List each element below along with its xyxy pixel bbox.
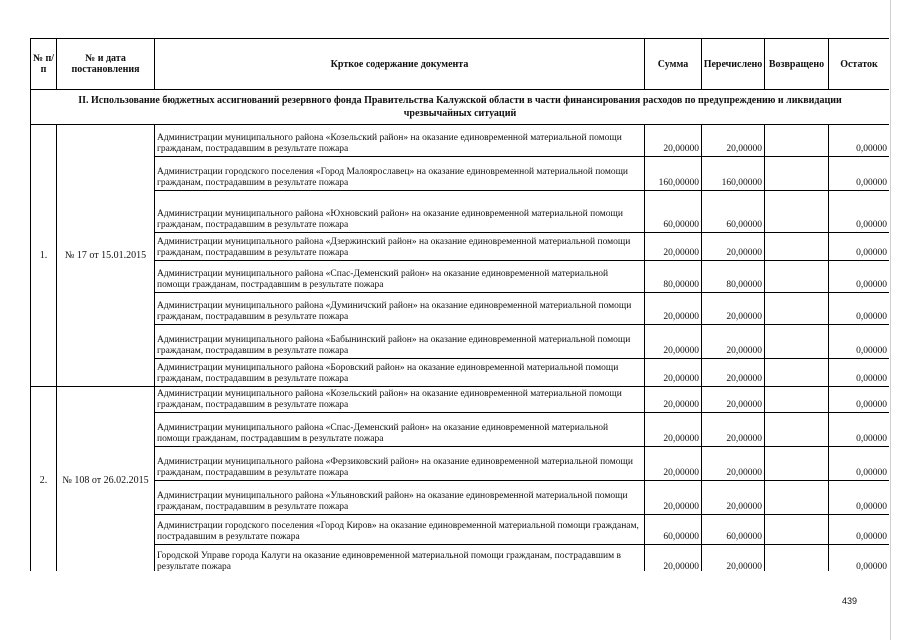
row-description: Администрации муниципального района «Козельский район» на оказание единовременной материальной помощи гражданам, пострадавшим в результате пожара (155, 125, 645, 157)
row-balance: 0,00000 (829, 233, 890, 261)
row-sum: 20,00000 (645, 447, 702, 481)
row-sum: 20,00000 (645, 359, 702, 387)
row-sum: 20,00000 (645, 125, 702, 157)
row-sum: 20,00000 (645, 387, 702, 413)
row-returned (765, 191, 829, 233)
row-returned (765, 157, 829, 191)
table-row (31, 387, 890, 413)
row-transferred: 20,00000 (702, 325, 765, 359)
row-returned (765, 293, 829, 325)
page-edge-line (890, 0, 891, 640)
table-row (31, 545, 890, 572)
col-balance-header: Остаток (829, 39, 890, 90)
row-description: Администрации муниципального района «Думиничский район» на оказание единовременной материальной помощи гражданам, пострадавшим в результате пожара (155, 293, 645, 325)
row-description: Администрации муниципального района «Боровский район» на оказание единовременной материальной помощи гражданам, пострадавшим в результате пожара (155, 359, 645, 387)
row-returned (765, 125, 829, 157)
row-description: Администрации муниципального района «Спас-Деменский район» на оказание единовременной материальной помощи гражданам, пострадавшим в результате пожара (155, 261, 645, 293)
row-sum: 20,00000 (645, 325, 702, 359)
row-transferred: 20,00000 (702, 413, 765, 447)
row-returned (765, 261, 829, 293)
row-balance: 0,00000 (829, 413, 890, 447)
col-decree-header: № и дата постановления (57, 39, 155, 90)
row-balance: 0,00000 (829, 359, 890, 387)
row-balance: 0,00000 (829, 261, 890, 293)
row-transferred: 80,00000 (702, 261, 765, 293)
row-description: Городской Управе города Калуги на оказание единовременной материальной помощи гражданам, пострадавшим в результате пожара (155, 545, 645, 572)
row-transferred: 20,00000 (702, 545, 765, 572)
section-row (31, 90, 890, 125)
reserve-fund-table (30, 38, 889, 571)
section-title: II. Использование бюджетных ассигнований резервного фонда Правительства Калужской области в части финансирования расходов по предупреждению и ликвидации чрезвычайных ситуаций (31, 90, 890, 125)
row-description: Администрации муниципального района «Бабынинский район» на оказание единовременной материальной помощи гражданам, пострадавшим в результате пожара (155, 325, 645, 359)
row-balance: 0,00000 (829, 515, 890, 545)
row-description: Администрации муниципального района «Спас-Деменский район» на оказание единовременной материальной помощи гражданам, пострадавшим в результате пожара (155, 413, 645, 447)
row-balance: 0,00000 (829, 293, 890, 325)
table-row (31, 233, 890, 261)
col-sum-header: Сумма (645, 39, 702, 90)
row-sum: 60,00000 (645, 515, 702, 545)
row-transferred: 20,00000 (702, 359, 765, 387)
row-returned (765, 447, 829, 481)
row-transferred: 60,00000 (702, 191, 765, 233)
row-returned (765, 387, 829, 413)
row-sum: 160,00000 (645, 157, 702, 191)
row-description: Администрации городского поселения «Город Киров» на оказание единовременной материальной помощи гражданам, пострадавшим в результате пожара (155, 515, 645, 545)
row-description: Администрации муниципального района «Юхновский район» на оказание единовременной материальной помощи гражданам, пострадавшим в результате пожара (155, 191, 645, 233)
table-row (31, 125, 890, 157)
table-row (31, 293, 890, 325)
decree-cell: № 108 от 26.02.2015 (57, 387, 155, 572)
col-content-header: Крткое содержание документа (155, 39, 645, 90)
row-transferred: 20,00000 (702, 125, 765, 157)
row-sum: 60,00000 (645, 191, 702, 233)
row-balance: 0,00000 (829, 325, 890, 359)
table-row (31, 515, 890, 545)
page-number: 439 (842, 596, 858, 606)
row-sum: 80,00000 (645, 261, 702, 293)
row-sum: 20,00000 (645, 293, 702, 325)
table-row (31, 447, 890, 481)
row-transferred: 60,00000 (702, 515, 765, 545)
row-sum: 20,00000 (645, 413, 702, 447)
row-transferred: 20,00000 (702, 293, 765, 325)
row-balance: 0,00000 (829, 545, 890, 572)
table-row (31, 191, 890, 233)
group-number: 2. (31, 387, 57, 572)
row-sum: 20,00000 (645, 545, 702, 572)
row-description: Администрации муниципального района «Дзержинский район» на оказание единовременной материальной помощи гражданам, пострадавшим в результате пожара (155, 233, 645, 261)
table-row (31, 413, 890, 447)
row-transferred: 20,00000 (702, 481, 765, 515)
row-sum: 20,00000 (645, 481, 702, 515)
row-returned (765, 325, 829, 359)
row-transferred: 160,00000 (702, 157, 765, 191)
row-balance: 0,00000 (829, 447, 890, 481)
row-description: Администрации муниципального района «Козельский район» на оказание единовременной материальной помощи гражданам, пострадавшим в результате пожара (155, 387, 645, 413)
decree-cell: № 17 от 15.01.2015 (57, 125, 155, 387)
table-row (31, 325, 890, 359)
table-row (31, 359, 890, 387)
row-balance: 0,00000 (829, 157, 890, 191)
row-returned (765, 481, 829, 515)
row-balance: 0,00000 (829, 387, 890, 413)
row-returned (765, 515, 829, 545)
row-transferred: 20,00000 (702, 447, 765, 481)
row-returned (765, 413, 829, 447)
col-num-header: № п/п (31, 39, 57, 90)
row-balance: 0,00000 (829, 481, 890, 515)
group-number: 1. (31, 125, 57, 387)
row-sum: 20,00000 (645, 233, 702, 261)
row-balance: 0,00000 (829, 191, 890, 233)
table-row (31, 261, 890, 293)
row-returned (765, 545, 829, 572)
table-row (31, 157, 890, 191)
row-transferred: 20,00000 (702, 387, 765, 413)
row-description: Администрации муниципального района «Ферзиковский район» на оказание единовременной материальной помощи гражданам, пострадавшим в результате пожара (155, 447, 645, 481)
col-returned-header: Возвращено (765, 39, 829, 90)
row-transferred: 20,00000 (702, 233, 765, 261)
table-row (31, 481, 890, 515)
row-description: Администрации муниципального района «Ульяновский район» на оказание единовременной материальной помощи гражданам, пострадавшим в результате пожара (155, 481, 645, 515)
header-row (31, 39, 890, 90)
row-returned (765, 233, 829, 261)
col-transferred-header: Перечислено (702, 39, 765, 90)
row-description: Администрации городского поселения «Город Малоярославец» на оказание единовременной материальной помощи гражданам, пострадавшим в результате пожара (155, 157, 645, 191)
report-table-frame (30, 38, 889, 571)
row-returned (765, 359, 829, 387)
row-balance: 0,00000 (829, 125, 890, 157)
